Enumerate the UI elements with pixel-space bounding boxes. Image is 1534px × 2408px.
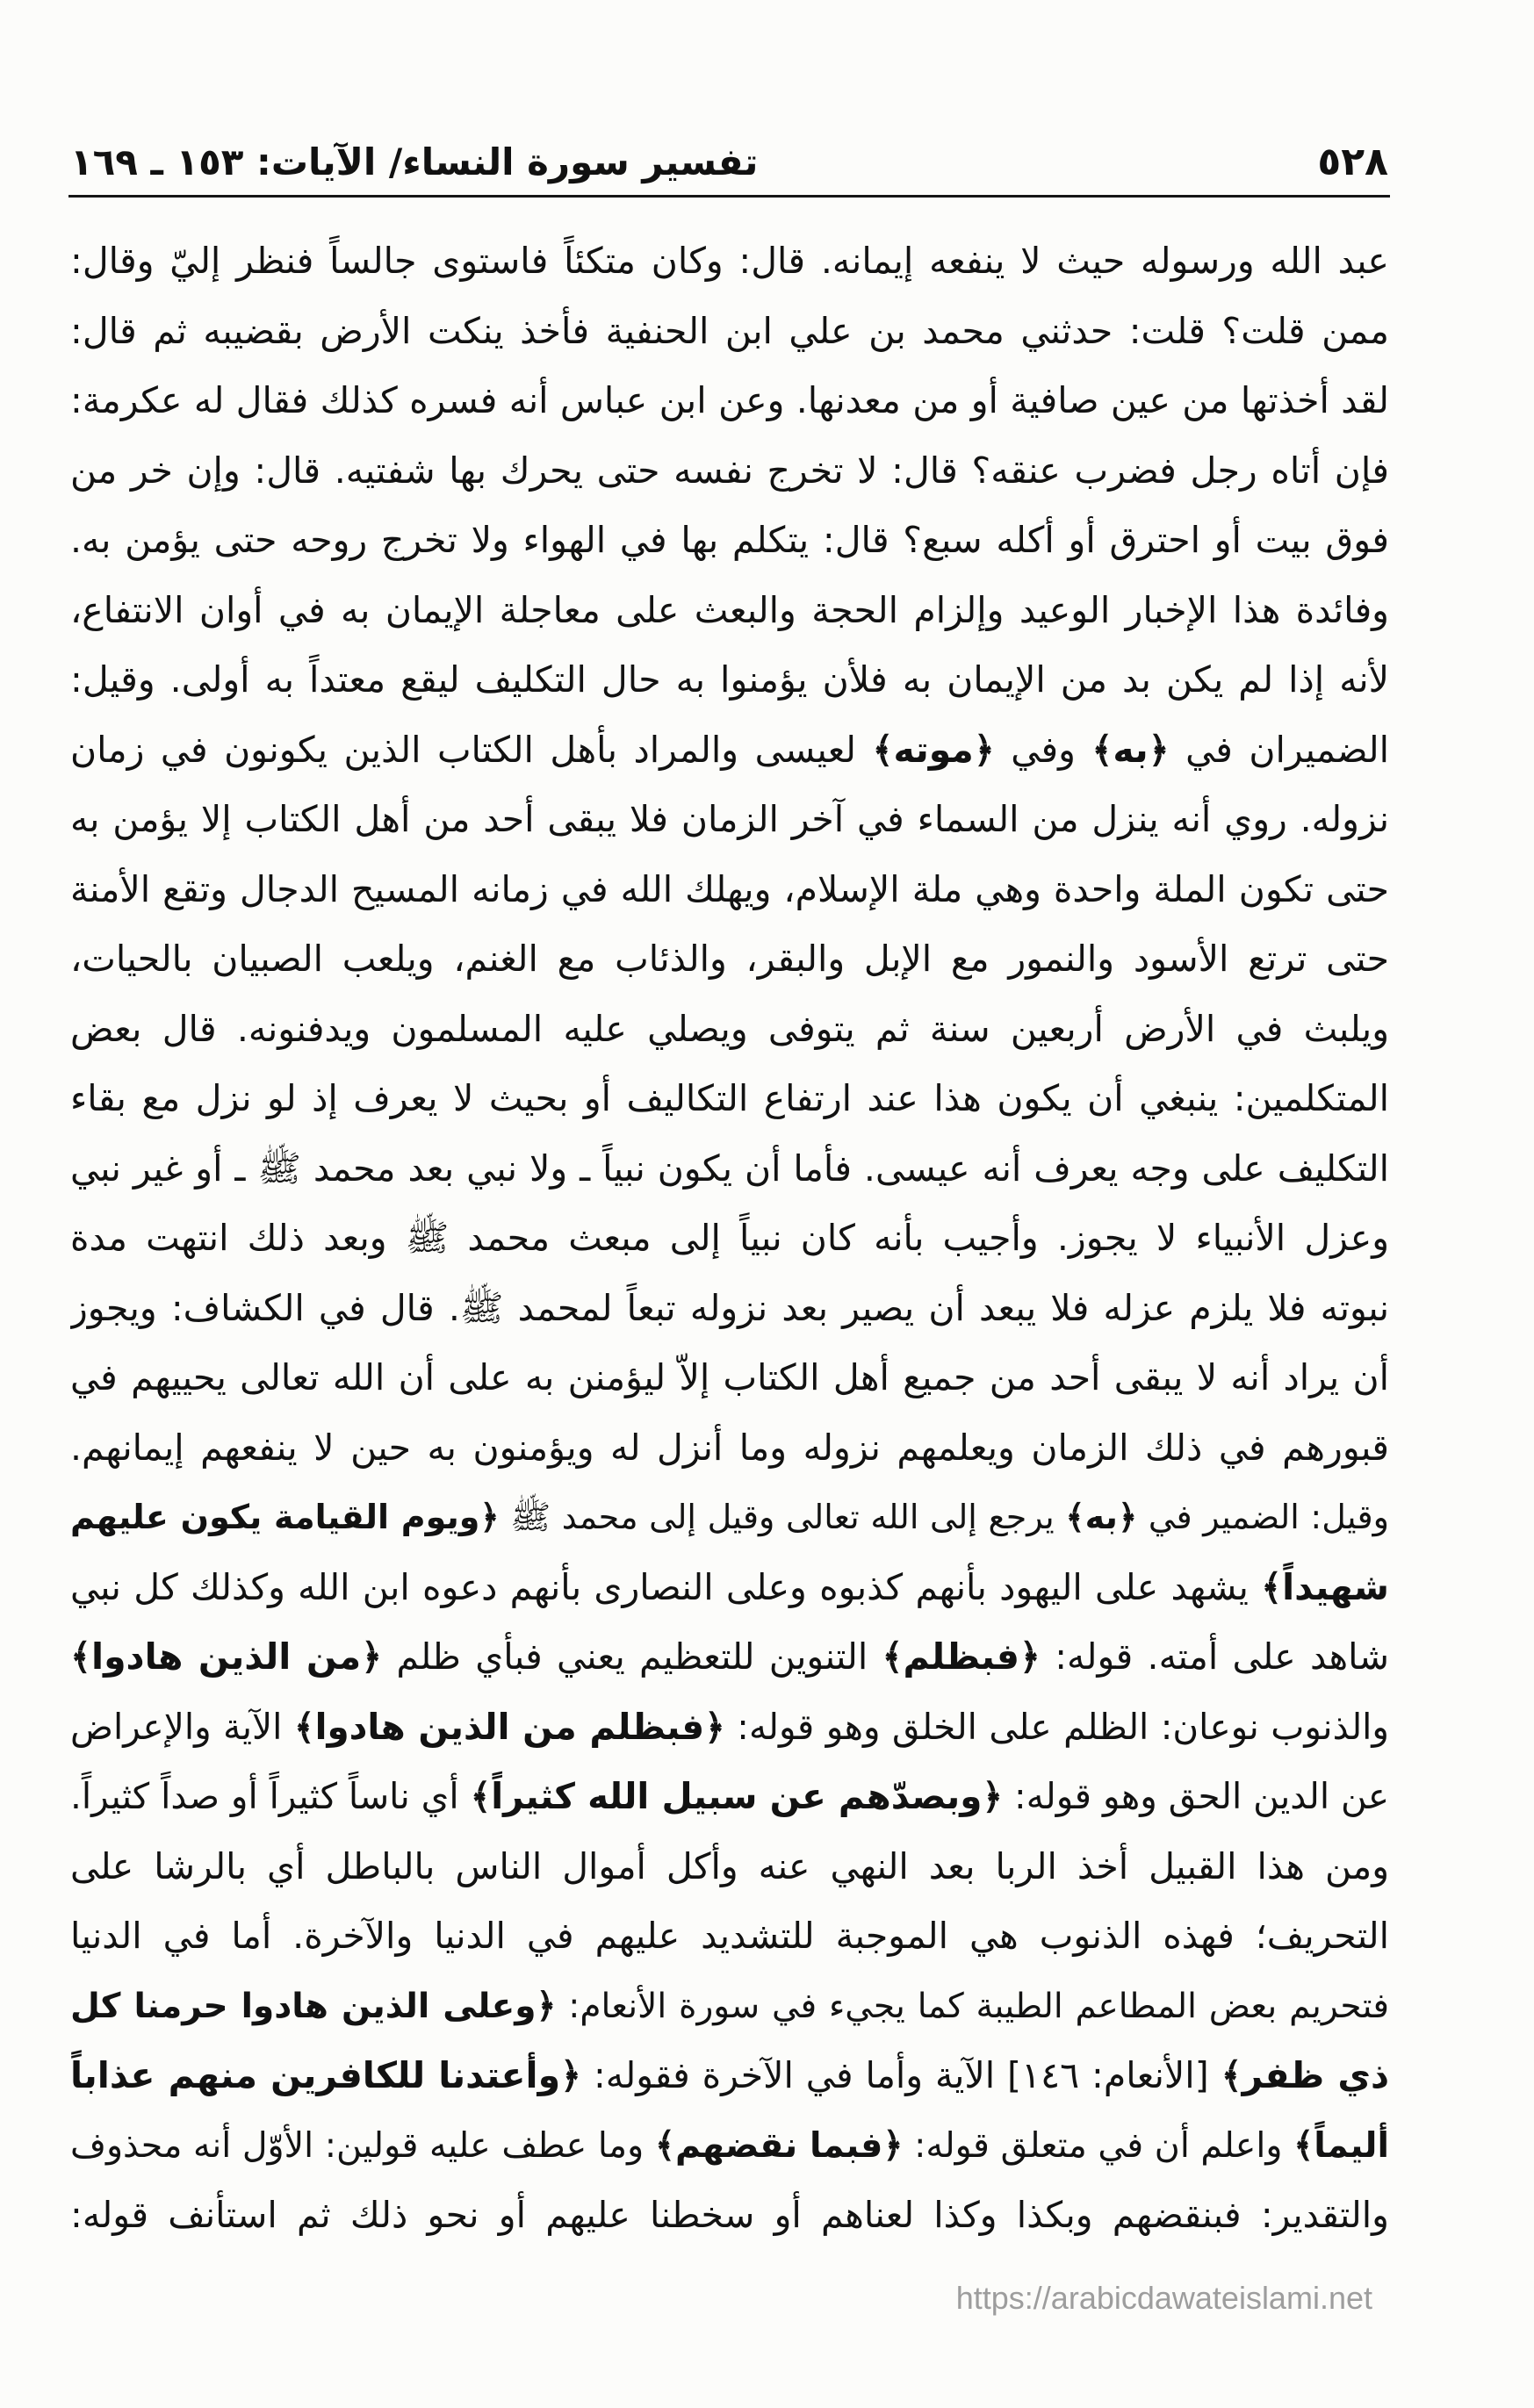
text-line: ممن قلت؟ قلت: حدثني محمد بن علي ابن الحنفية فأخذ ينكت الأرض بقضيبه ثم قال: <box>70 309 1389 352</box>
text-line: وعزل الأنبياء لا يجوز. وأجيب بأنه كان نبياً إلى مبعث محمد ﷺ وبعد ذلك انتهت مدة <box>70 1217 1389 1259</box>
text-line: لقد أخذتها من عين صافية أو من معدنها. وعن ابن عباس أنه فسره كذلك فقال له عكرمة: <box>70 379 1389 421</box>
quran-quote: ﴿وعلى الذين هادوا حرمنا كل <box>70 1986 557 2026</box>
text-line: أن يراد أنه لا يبقى أحد من جميع أهل الكتاب إلاّ ليؤمنن به على أن الله تعالى يحييهم في <box>70 1356 1389 1398</box>
text-line: أليماً﴾ واعلم أن في متعلق قوله: ﴿فبما نقضهم﴾ وما عطف عليه قولين: الأوّل أنه محذوف <box>70 2124 1389 2166</box>
text-line: نبوته فلا يلزم عزله فلا يبعد أن يصير بعد نزوله تبعاً لمحمد ﷺ. قال في الكشاف: ويجوز <box>70 1286 1389 1329</box>
text-line: عبد الله ورسوله حيث لا ينفعه إيمانه. قال: وكان متكئاً فاستوى جالساً فنظر إليّ وقال: <box>70 240 1389 282</box>
text-line: وفائدة هذا الإخبار الوعيد وإلزام الحجة والبعث على معاجلة الإيمان به في أوان الانتفاع، <box>70 588 1389 631</box>
quran-quote: ﴿موته﴾ <box>872 728 995 771</box>
body-text <box>70 226 1389 2251</box>
text-line: والذنوب نوعان: الظلم على الخلق وهو قوله: ﴿فبظلم من الذين هادوا﴾ الآية والإعراض <box>70 1705 1389 1748</box>
quran-quote: ﴿ويوم القيامة يكون عليهم <box>70 1498 500 1536</box>
text-line: ومن هذا القبيل أخذ الربا بعد النهي عنه وأكل أموال الناس بالباطل أي بالرشا على <box>70 1844 1389 1887</box>
quran-quote: شهيداً﴾ <box>1261 1565 1389 1608</box>
text-line: نزوله. روي أنه ينزل من السماء في آخر الزمان فلا يبقى أحد من أهل الكتاب إلا يؤمن به <box>70 798 1389 840</box>
text-line: والتقدير: فبنقضهم وبكذا وكذا لعناهم أو سخطنا عليهم أو نحو ذلك ثم استأنف قوله: <box>70 2194 1389 2236</box>
quran-quote: ﴿به﴾ <box>1065 1498 1138 1536</box>
text-line: قبورهم في ذلك الزمان ويعلمهم نزوله وما أنزل له ويؤمنون به حين لا ينفعهم إيمانهم. <box>70 1426 1389 1469</box>
quran-quote: ﴿فبظلم﴾ <box>882 1635 1041 1678</box>
text-line: التكليف على وجه يعرف أنه عيسى. فأما أن يكون نبياً ـ ولا نبي بعد محمد ﷺ ـ أو غير نبي <box>70 1146 1389 1190</box>
page-number: ٥٢٨ <box>1317 140 1388 184</box>
text-line: شهيداً﴾ يشهد على اليهود بأنهم كذبوه وعلى النصارى بأنهم دعوه ابن الله وكذلك كل نبي <box>70 1565 1389 1608</box>
text-line: المتكلمين: ينبغي أن يكون هذا عند ارتفاع التكاليف أو بحيث لا يعرف إذ لو نزل مع بقاء <box>70 1077 1389 1119</box>
quran-quote: ذي ظفر﴾ <box>1221 2054 1389 2096</box>
quran-quote: ﴿من الذين هادوا﴾ <box>70 1635 383 1678</box>
text-line: ذي ظفر﴾ [الأنعام: ١٤٦] الآية وأما في الآخرة فقوله: ﴿وأعتدنا للكافرين منهم عذاباً <box>70 2054 1389 2096</box>
running-title: تفسير سورة النساء/ الآيات: ١٥٣ ـ ١٦٩ <box>70 140 759 183</box>
quran-quote: ﴿وأعتدنا للكافرين منهم عذاباً <box>70 2054 582 2096</box>
text-line: شاهد على أمته. قوله: ﴿فبظلم﴾ التنوين للتعظيم يعني فبأي ظلم ﴿من الذين هادوا﴾ <box>70 1635 1389 1678</box>
text-line: عن الدين الحق وهو قوله: ﴿وبصدّهم عن سبيل الله كثيراً﴾ أي ناساً كثيراً أو صداً كثيراً. <box>70 1775 1389 1817</box>
text-line: التحريف؛ فهذه الذنوب هي الموجبة للتشديد عليهم في الدنيا والآخرة. أما في الدنيا <box>70 1915 1389 1957</box>
text-line: حتى ترتع الأسود والنمور مع الإبل والبقر، والذئاب مع الغنم، ويلعب الصبيان بالحيات، <box>70 938 1389 980</box>
text-line: حتى تكون الملة واحدة وهي ملة الإسلام، ويهلك الله في زمانه المسيح الدجال وتقع الأمنة <box>70 867 1389 910</box>
quran-quote: ﴿فبظلم من الذين هادوا﴾ <box>293 1705 725 1748</box>
text-line: لأنه إذا لم يكن بد من الإيمان به فلأن يؤمنوا به حال التكليف ليقع معتداً به أولى. وقيل: <box>70 658 1389 701</box>
quran-quote: ﴿فبما نقضهم﴾ <box>654 2124 904 2166</box>
text-line: ويلبث في الأرض أربعين سنة ثم يتوفى ويصلي عليه المسلمون ويدفنونه. قال بعض <box>70 1007 1389 1050</box>
text-line: وقيل: الضمير في ﴿به﴾ يرجع إلى الله تعالى وقيل إلى محمد ﷺ ﴿ويوم القيامة يكون عليهم <box>70 1498 1389 1536</box>
header-rule <box>68 195 1390 198</box>
text-line: فإن أتاه رجل فضرب عنقه؟ قال: لا تخرج نفسه حتى يحرك بها شفتيه. قال: وإن خر من <box>70 449 1389 492</box>
text-line: فتحريم بعض المطاعم الطيبة كما يجيء في سورة الأنعام: ﴿وعلى الذين هادوا حرمنا كل <box>70 1986 1389 2026</box>
text-line: فوق بيت أو احترق أو أكله سبع؟ قال: يتكلم بها في الهواء ولا تخرج روحه حتى يؤمن به. <box>70 519 1389 561</box>
quran-quote: ﴿وبصدّهم عن سبيل الله كثيراً﴾ <box>470 1775 1004 1817</box>
watermark-url: https://arabicdawateislami.net <box>955 2280 1372 2316</box>
text-line: الضميران في ﴿به﴾ وفي ﴿موته﴾ لعيسى والمراد بأهل الكتاب الذين يكونون في زمان <box>70 728 1389 771</box>
quran-quote: ﴿به﴾ <box>1091 728 1170 771</box>
quran-quote: أليماً﴾ <box>1293 2124 1389 2166</box>
